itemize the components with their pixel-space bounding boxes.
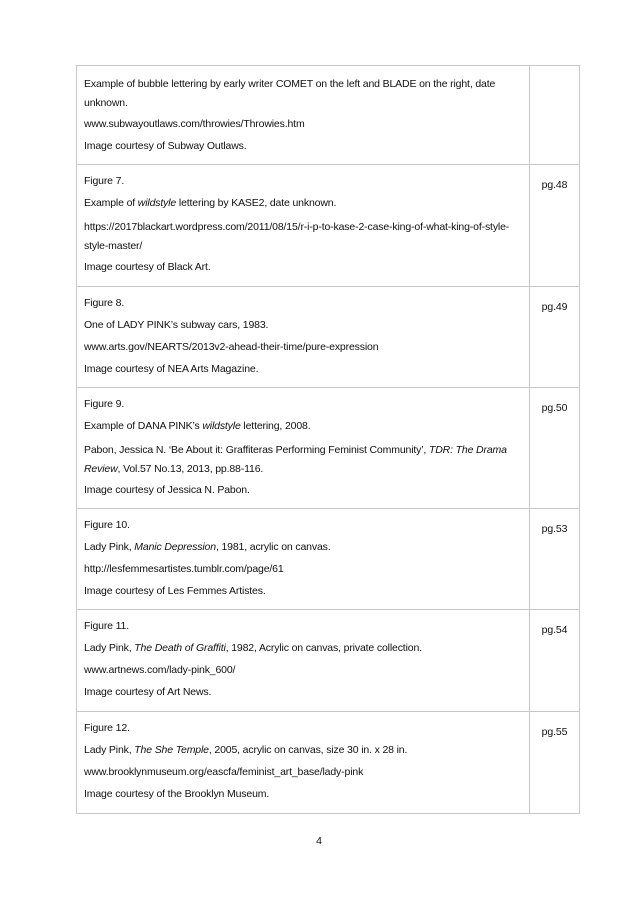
figure-list-table xyxy=(76,65,580,814)
artwork-title: Manic Depression xyxy=(134,541,216,553)
page-number: 4 xyxy=(316,835,322,847)
figure-source-url: www.brooklynmuseum.org/eascfa/feminist_art_base/lady-pink xyxy=(84,766,364,778)
page-reference-cell xyxy=(530,610,580,712)
page-reference-cell xyxy=(530,66,580,165)
figure-number: Figure 11. xyxy=(84,620,129,632)
page-reference-cell xyxy=(530,287,580,388)
figure-description-cell xyxy=(77,712,530,814)
figure-credit: Image courtesy of the Brooklyn Museum. xyxy=(84,788,270,800)
table-row xyxy=(77,165,580,287)
figure-source-url: www.subwayoutlaws.com/throwies/Throwies.htm xyxy=(84,118,305,130)
figure-source-url: http://lesfemmesartistes.tumblr.com/page/61 xyxy=(84,563,284,575)
figure-source-url: www.arts.gov/NEARTS/2013v2-ahead-their-time/pure-expression xyxy=(84,341,379,353)
journal-title: TDR: The Drama Review xyxy=(84,444,507,475)
figure-source-url: https://2017blackart.wordpress.com/2011/08/15/r-i-p-to-kase-2-case-king-of-what-king-of-style-style-master/ xyxy=(84,221,510,252)
figure-description-cell xyxy=(77,165,530,287)
figure-description: Lady Pink, Manic Depression, 1981, acrylic on canvas. xyxy=(84,541,331,553)
figure-credit: Image courtesy of Les Femmes Artistes. xyxy=(84,585,266,597)
figure-description: Lady Pink, The She Temple, 2005, acrylic on canvas, size 30 in. x 28 in. xyxy=(84,744,408,756)
figure-citation: Pabon, Jessica N. ‘Be About it: Graffiteras Performing Feminist Community’, TDR: The Drama Review, Vol.57 No.13, 2013, pp.88-116. xyxy=(84,444,507,475)
figure-number: Figure 12. xyxy=(84,722,130,734)
page-reference: pg.54 xyxy=(541,624,568,636)
page-reference-cell xyxy=(530,388,580,509)
figure-description: One of LADY PINK’s subway cars, 1983. xyxy=(84,319,269,331)
figure-number: Figure 9. xyxy=(84,398,125,410)
table-row xyxy=(77,388,580,509)
figure-number: Figure 7. xyxy=(84,175,125,187)
figure-source-url: www.artnews.com/lady-pink_600/ xyxy=(84,664,236,676)
figure-number: Figure 8. xyxy=(84,297,125,309)
figure-description-cell xyxy=(77,388,530,509)
table-row xyxy=(77,287,580,388)
table-row xyxy=(77,66,580,165)
artwork-term: wildstyle xyxy=(202,420,241,432)
page-reference: pg.48 xyxy=(541,179,568,191)
figure-description: Example of wildstyle lettering by KASE2, date unknown. xyxy=(84,197,337,209)
artwork-term: wildstyle xyxy=(137,197,177,209)
figure-number: Figure 10. xyxy=(84,519,130,531)
page-reference: pg.49 xyxy=(541,301,568,313)
table-row xyxy=(77,610,580,712)
page-reference-cell xyxy=(530,509,580,610)
figure-description-cell xyxy=(77,610,530,712)
figure-description-cell xyxy=(77,287,530,388)
figure-credit: Image courtesy of NEA Arts Magazine. xyxy=(84,363,259,375)
table-row xyxy=(77,509,580,610)
figure-credit: Image courtesy of Subway Outlaws. xyxy=(84,140,247,152)
figure-credit: Image courtesy of Art News. xyxy=(84,686,212,698)
table-row xyxy=(77,712,580,814)
figure-credit: Image courtesy of Jessica N. Pabon. xyxy=(84,484,250,496)
figure-credit: Image courtesy of Black Art. xyxy=(84,261,211,273)
page-reference: pg.53 xyxy=(541,523,568,535)
figure-description-cell xyxy=(77,66,530,165)
artwork-title: The She Temple xyxy=(134,744,209,756)
page-reference: pg.55 xyxy=(541,726,568,738)
page-reference: pg.50 xyxy=(541,402,568,414)
page-reference-cell xyxy=(530,165,580,287)
artwork-title: The Death of Graffiti xyxy=(134,642,226,654)
figure-description: Lady Pink, The Death of Graffiti, 1982, Acrylic on canvas, private collection. xyxy=(84,642,422,654)
figure-description-cell xyxy=(77,509,530,610)
figure-description: Example of DANA PINK’s wildstyle lettering, 2008. xyxy=(84,420,311,432)
figure-description: Example of bubble lettering by early writer COMET on the left and BLADE on the right, date unknown. xyxy=(84,78,496,109)
page-reference-cell xyxy=(530,712,580,814)
